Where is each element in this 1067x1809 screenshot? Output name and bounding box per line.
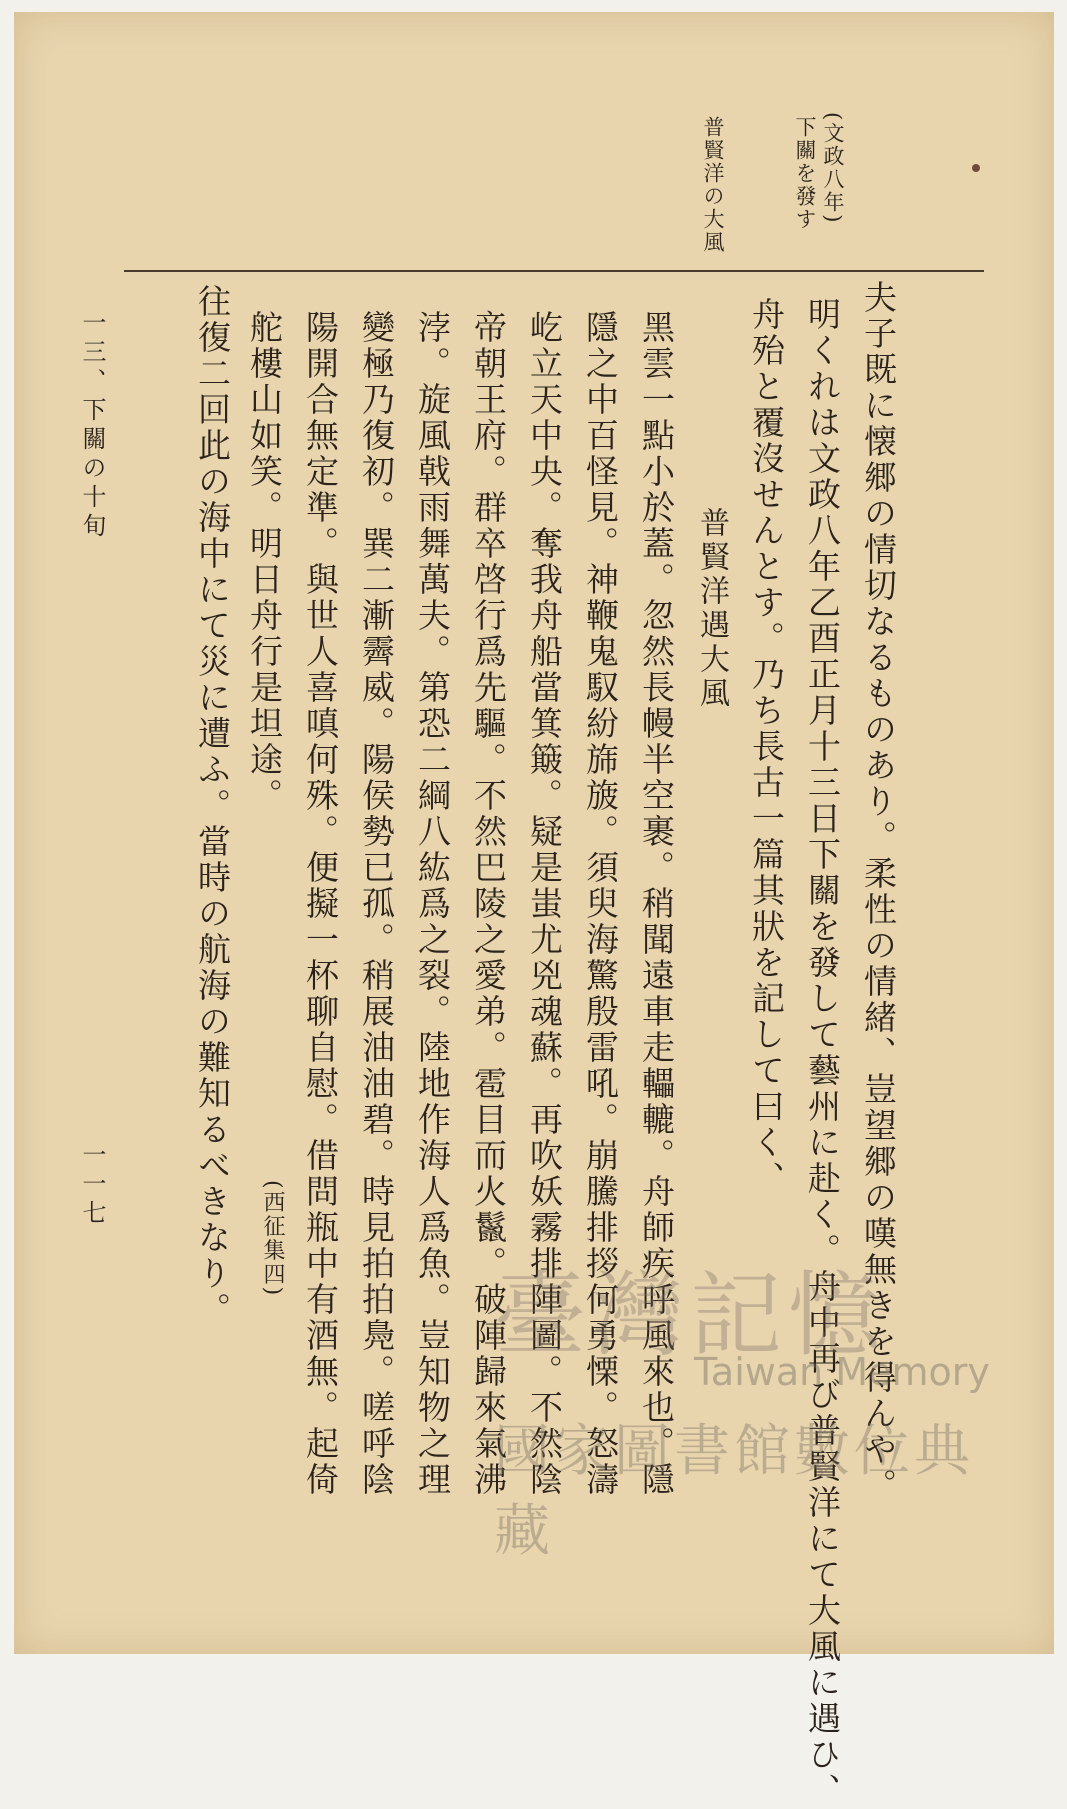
poem-title: 普賢洋遇大風 <box>694 507 729 711</box>
poem-line-7: 陽開合無定準。與世人喜嗔何殊。便擬一杯聊自慰。借問瓶中有酒無。起倚 <box>301 310 340 1498</box>
prose-line-3: 舟殆と覆沒せんとす。乃ち長古一篇其狀を記して曰く、 <box>747 297 786 1197</box>
prose-line-1: 夫子既に懐郷の情切なるものあり。柔性の情緒、豈望郷の嘆無きを得んや。 <box>859 280 898 1504</box>
watermark-english-text: Taiwan Memory <box>694 1350 990 1394</box>
header-rule <box>124 270 984 272</box>
prose-line-2: 明くれは文政八年乙酉正月十三日下關を發して藝州に赴く。舟中再び普賢洋にて大風に遇ひ、 <box>803 297 842 1809</box>
poem-line-2: 隱之中百怪見。神鞭鬼馭紛旆旇。須臾海驚殷雷吼。崩騰排拶何勇慄。怒濤 <box>581 310 620 1498</box>
watermark-main-text: 臺灣記憶 <box>494 1262 887 1369</box>
poem-line-6: 變極乃復初。巽二漸霽威。陽侯勢已孤。稍展油油碧。時見拍拍鳧。嗟呼陰 <box>357 310 396 1498</box>
poem-line-5: 浡。旋風戟雨舞萬夫。第恐二綱八紘爲之裂。陸地作海人爲魚。豈知物之理 <box>413 310 452 1498</box>
poem-source: (西征集四) <box>260 1180 285 1298</box>
poem-line-3: 屹立天中央。奪我舟船當箕簸。疑是蚩尤兇魂蘇。再吹妖霧排陣圖。不然陰 <box>525 310 564 1498</box>
running-title: 普賢洋の大風 <box>701 116 725 254</box>
poem-line-1: 黑雲一點小於蓋。忽然長幔半空裹。稍聞遠車走轠轆。舟師疾呼風來也。隱 <box>637 310 676 1498</box>
ink-speck <box>972 164 980 172</box>
chapter-title: 一三、下關の十旬 <box>78 310 106 542</box>
closing-line: 往復二回此の海中にて災に遭ふ。當時の航海の難知るべきなり。 <box>193 284 232 1328</box>
book-page <box>14 12 1054 1809</box>
poem-line-4: 帝朝王府。群卒啓行爲先驅。不然巴陵之愛弟。雹目而火鬣。破陣歸來氣沸 <box>469 310 508 1498</box>
watermark-sub-text: 國家圖書館數位典藏 <box>494 1419 974 1564</box>
headnote-year: (文政八年) <box>821 112 845 225</box>
page-number: 一一七 <box>78 1142 106 1229</box>
poem-line-8: 舵樓山如笑。明日舟行是坦途。 <box>245 310 284 814</box>
headnote-departure: 下關を發す <box>793 116 817 231</box>
